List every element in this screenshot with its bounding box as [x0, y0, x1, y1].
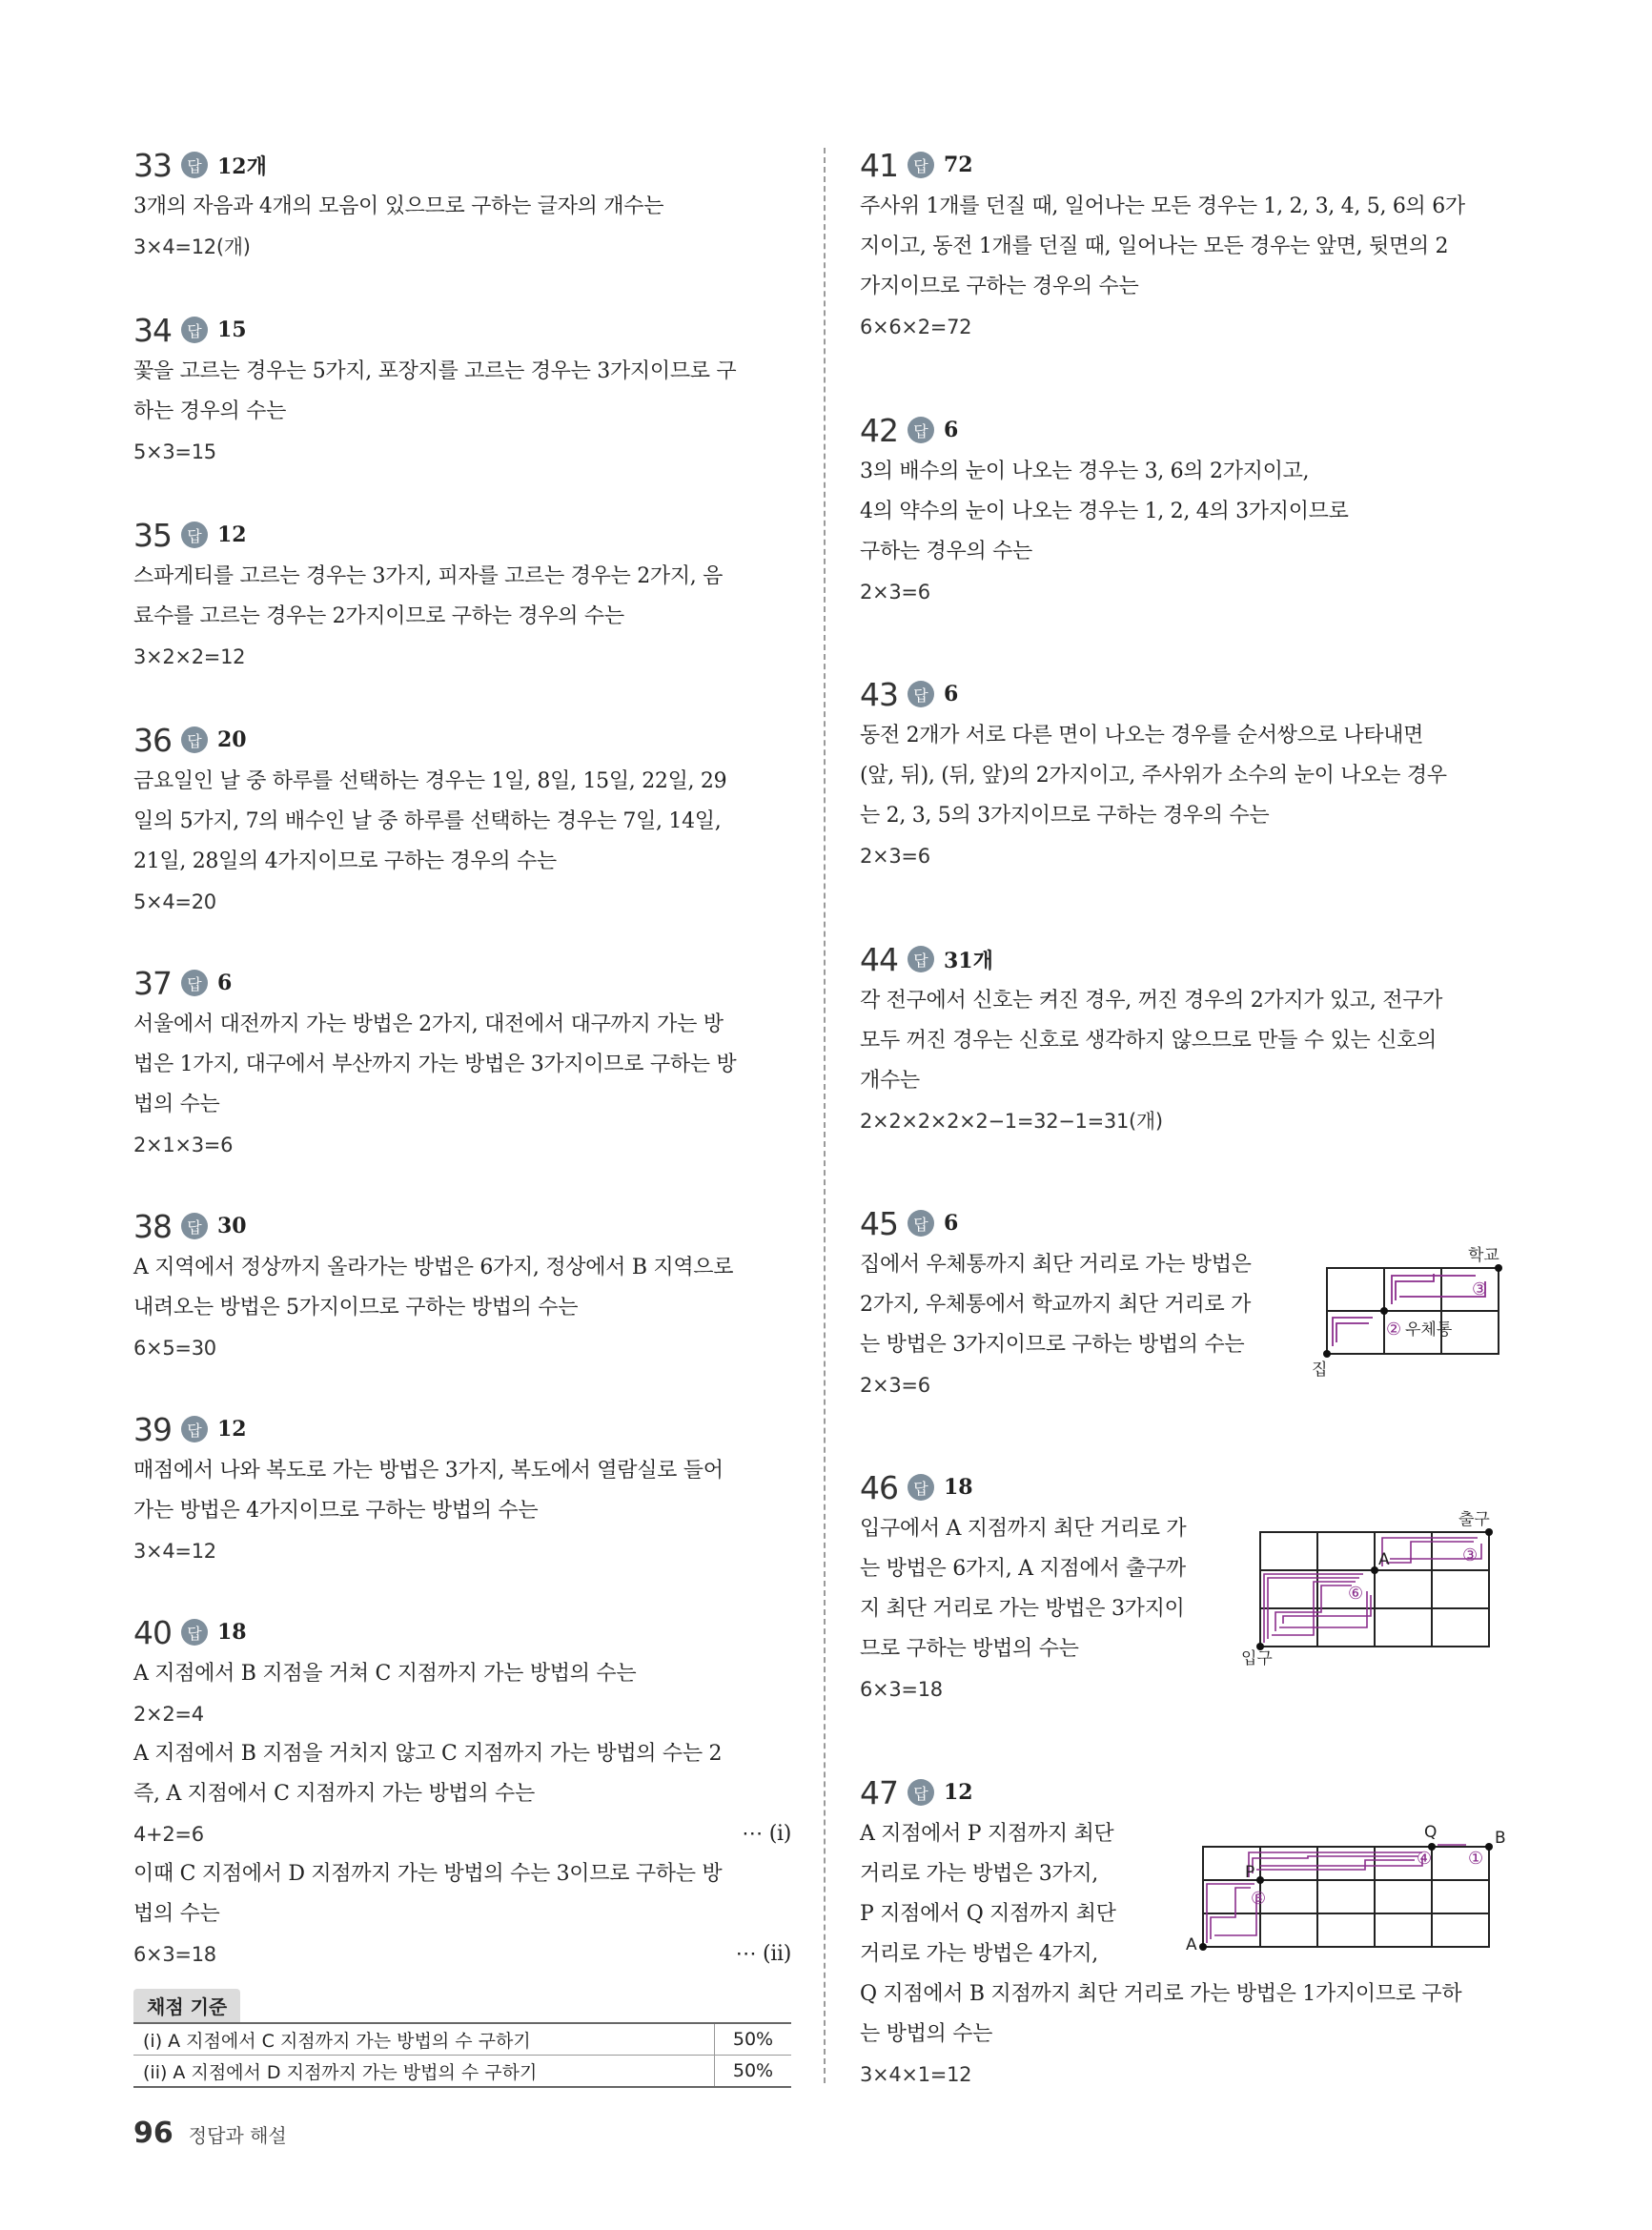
- equation: 2×3=6: [860, 581, 930, 604]
- answer-value: 6: [944, 1211, 959, 1236]
- count-label: ③: [1462, 1545, 1479, 1565]
- answer-value: 18: [944, 1475, 973, 1500]
- answer-badge: 답: [908, 946, 934, 972]
- node-dot: [1495, 1264, 1502, 1272]
- text-line: P 지점에서 Q 지점까지 최단: [860, 1902, 1116, 1926]
- equation: 4+2=6: [133, 1823, 204, 1846]
- problem-38: [133, 1204, 791, 1368]
- problem-41: [860, 143, 1518, 347]
- step-marker: ⋯ (i): [742, 1822, 791, 1846]
- problem-35: [133, 513, 791, 677]
- text-line: 내려오는 방법은 5가지이므로 구하는 방법의 수는: [133, 1296, 579, 1320]
- table-row: [133, 2023, 791, 2056]
- text-line: 는 2, 3, 5의 3가지이므로 구하는 경우의 수는: [860, 804, 1270, 828]
- equation: 6×5=30: [133, 1337, 216, 1360]
- criterion-label: (ii) A 지점에서 D 지점까지 가는 방법의 수 구하기: [133, 2056, 715, 2088]
- text-line: A 지점에서 B 지점을 거쳐 C 지점까지 가는 방법의 수는: [133, 1662, 637, 1686]
- answer-value: 20: [217, 727, 247, 752]
- node-dot: [1323, 1350, 1331, 1358]
- text-line: 구하는 경우의 수는: [860, 540, 1033, 563]
- equation: 5×4=20: [133, 890, 216, 913]
- text-line: 4의 약수의 눈이 나오는 경우는 1, 2, 4의 3가지이므로: [860, 500, 1349, 523]
- label-q: Q: [1424, 1823, 1438, 1842]
- problem-number: 38: [133, 1207, 172, 1245]
- text-line: 개수는: [860, 1069, 920, 1093]
- page-footer: [133, 2117, 287, 2150]
- label-mid: 우체통: [1405, 1320, 1453, 1340]
- answer-badge: 답: [181, 522, 208, 548]
- grading-criteria: [133, 1989, 791, 2088]
- page-number: 96: [133, 2117, 173, 2150]
- problem-number: 46: [860, 1468, 898, 1506]
- problem-number: 34: [133, 311, 172, 349]
- text-line: 동전 2개가 서로 다른 면이 나오는 경우를 순서쌍으로 나타내면: [860, 724, 1424, 747]
- equation: 5×3=15: [133, 440, 216, 463]
- text-line: 금요일인 날 중 하루를 선택하는 경우는 1일, 8일, 15일, 22일, 29: [133, 769, 727, 793]
- answer-value: 6: [944, 418, 959, 442]
- problem-39: [133, 1407, 791, 1571]
- equation: 6×3=18: [133, 1943, 216, 1966]
- text-line: 거리로 가는 방법은 3가지,: [860, 1862, 1098, 1886]
- text-line: 하는 경우의 수는: [133, 399, 287, 423]
- answer-badge: 답: [908, 152, 934, 178]
- problem-37: [133, 961, 791, 1165]
- text-line: 스파게티를 고르는 경우는 3가지, 피자를 고르는 경우는 2가지, 음: [133, 564, 724, 588]
- problem-43: [860, 672, 1518, 876]
- count-label: ①: [1468, 1849, 1484, 1869]
- text-line: 2가지, 우체통에서 학교까지 최단 거리로 가: [860, 1293, 1252, 1317]
- problem-47: [860, 1770, 1518, 2095]
- label-p: P: [1245, 1863, 1255, 1882]
- answer-value: 15: [217, 317, 247, 342]
- text-line: 지 최단 거리로 가는 방법은 3가지이: [860, 1597, 1185, 1621]
- grading-table: [133, 2022, 791, 2088]
- node-dot: [1371, 1566, 1378, 1574]
- text-line: (앞, 뒤), (뒤, 앞)의 2가지이고, 주사위가 소수의 눈이 나오는 경우: [860, 764, 1447, 788]
- text-line: 법의 수는: [133, 1902, 220, 1926]
- equation-row: [133, 1814, 791, 1854]
- text-line: A 지점에서 B 지점을 거치지 않고 C 지점까지 가는 방법의 수는 2: [133, 1742, 723, 1766]
- answer-value: 6: [217, 971, 233, 995]
- text-line: 법은 1가지, 대구에서 부산까지 가는 방법은 3가지이므로 구하는 방: [133, 1053, 737, 1076]
- criterion-percent: 50%: [715, 2023, 792, 2056]
- equation: 3×4=12(개): [133, 235, 251, 258]
- criterion-percent: 50%: [715, 2056, 792, 2088]
- problem-number: 41: [860, 146, 898, 184]
- text-line: 매점에서 나와 복도로 가는 방법은 3가지, 복도에서 열람실로 들어: [133, 1459, 724, 1483]
- text-line: 는 방법의 수는: [860, 2022, 993, 2046]
- step-marker: ⋯ (ii): [735, 1942, 791, 1966]
- text-line: 모두 꺼진 경우는 신호로 생각하지 않으므로 만들 수 있는 신호의: [860, 1029, 1437, 1053]
- answer-badge: 답: [908, 1474, 934, 1501]
- text-line: 3개의 자음과 4개의 모음이 있으므로 구하는 글자의 개수는: [133, 194, 664, 218]
- problem-number: 40: [133, 1613, 172, 1651]
- problem-34: [133, 308, 791, 472]
- answer-value: 6: [944, 682, 959, 706]
- grid-diagram-46: [1241, 1504, 1518, 1666]
- node-dot: [1485, 1843, 1493, 1851]
- answer-badge: 답: [908, 681, 934, 707]
- equation: 2×3=6: [860, 845, 930, 868]
- node-dot: [1380, 1307, 1388, 1315]
- label-b: B: [1495, 1829, 1506, 1848]
- text-line: 각 전구에서 신호는 켜진 경우, 꺼진 경우의 2가지가 있고, 전구가: [860, 989, 1443, 1013]
- problem-42: [860, 408, 1518, 612]
- text-line: A 지역에서 정상까지 올라가는 방법은 6가지, 정상에서 B 지역으로: [133, 1256, 734, 1279]
- text-line: 이때 C 지점에서 D 지점까지 가는 방법의 수는 3이므로 구하는 방: [133, 1862, 723, 1886]
- footer-label: 정답과 해설: [188, 2124, 287, 2147]
- text-line: 입구에서 A 지점까지 최단 거리로 가: [860, 1517, 1187, 1541]
- text-line: 일의 5가지, 7의 배수인 날 중 하루를 선택하는 경우는 7일, 14일,: [133, 809, 722, 833]
- answer-badge: 답: [908, 1779, 934, 1806]
- problem-number: 33: [133, 146, 172, 184]
- answer-value: 12: [217, 522, 247, 547]
- count-label: ③: [1251, 1889, 1267, 1909]
- equation: 6×6×2=72: [860, 316, 972, 338]
- equation: 3×4=12: [133, 1540, 216, 1563]
- text-line: 3의 배수의 눈이 나오는 경우는 3, 6의 2가지이고,: [860, 460, 1310, 483]
- label-start: 집: [1312, 1361, 1328, 1380]
- text-line: 므로 구하는 방법의 수는: [860, 1637, 1079, 1661]
- problem-36: [133, 718, 791, 922]
- text-line: 꽃을 고르는 경우는 5가지, 포장지를 고르는 경우는 3가지이므로 구: [133, 359, 737, 383]
- label-start: 입구: [1241, 1649, 1273, 1666]
- answer-value: 31개: [944, 948, 993, 973]
- equation: 3×4×1=12: [860, 2063, 972, 2086]
- answer-badge: 답: [181, 726, 208, 753]
- problem-number: 39: [133, 1410, 172, 1448]
- grid-diagram-45: [1308, 1239, 1518, 1382]
- column-divider: [824, 148, 826, 2083]
- text-line: 는 방법은 3가지이므로 구하는 방법의 수는: [860, 1333, 1245, 1357]
- node-dot: [1256, 1876, 1264, 1884]
- grading-title: 채점 기준: [133, 1989, 240, 2022]
- problem-number: 43: [860, 675, 898, 713]
- text-line: 21일, 28일의 4가지이므로 구하는 경우의 수는: [133, 849, 557, 873]
- count-label: ④: [1417, 1849, 1433, 1869]
- answer-badge: 답: [908, 417, 934, 443]
- problem-number: 44: [860, 940, 898, 978]
- problem-number: 42: [860, 411, 898, 449]
- answer-value: 72: [944, 153, 973, 177]
- problem-40: [133, 1610, 791, 1974]
- answer-badge: 답: [181, 970, 208, 996]
- problem-number: 47: [860, 1773, 898, 1811]
- answer-badge: 답: [181, 317, 208, 343]
- criterion-label: (i) A 지점에서 C 지점까지 가는 방법의 수 구하기: [133, 2023, 715, 2056]
- count-label: ②: [1386, 1320, 1402, 1340]
- problem-44: [860, 937, 1518, 1141]
- text-line: 료수를 고르는 경우는 2가지이므로 구하는 경우의 수는: [133, 604, 624, 628]
- answer-value: 12개: [217, 153, 267, 179]
- equation: 2×1×3=6: [133, 1134, 234, 1156]
- equation-row: [133, 1934, 791, 1974]
- label-end: 출구: [1458, 1510, 1490, 1529]
- answer-badge: 답: [181, 1213, 208, 1239]
- answer-value: 30: [217, 1214, 247, 1238]
- text-line: 는 방법은 6가지, A 지점에서 출구까: [860, 1557, 1186, 1581]
- label-a: A: [1186, 1935, 1197, 1952]
- answer-badge: 답: [181, 152, 208, 178]
- label-end: 학교: [1468, 1246, 1499, 1265]
- problem-45: [860, 1201, 1518, 1405]
- text-line: 거리로 가는 방법은 4가지,: [860, 1942, 1098, 1966]
- table-row: [133, 2056, 791, 2088]
- text-line: 즉, A 지점에서 C 지점까지 가는 방법의 수는: [133, 1782, 535, 1806]
- answer-value: 12: [217, 1417, 247, 1442]
- problem-33: [133, 143, 791, 267]
- equation: 2×3=6: [860, 1374, 930, 1397]
- answer-value: 12: [944, 1780, 973, 1805]
- problem-number: 36: [133, 721, 172, 759]
- text-line: 주사위 1개를 던질 때, 일어나는 모든 경우는 1, 2, 3, 4, 5, 6의 6가: [860, 194, 1465, 218]
- equation: 3×2×2=12: [133, 645, 246, 668]
- answer-badge: 답: [181, 1416, 208, 1442]
- count-label: ③: [1472, 1279, 1488, 1299]
- problem-46: [860, 1465, 1518, 1709]
- text-line: 가지이므로 구하는 경우의 수는: [860, 275, 1139, 298]
- grid-diagram-47: [1174, 1809, 1518, 1952]
- problem-number: 37: [133, 964, 172, 1002]
- text-line: A 지점에서 P 지점까지 최단: [860, 1822, 1114, 1846]
- label-mid: A: [1378, 1550, 1390, 1569]
- text-line: Q 지점에서 B 지점까지 최단 거리로 가는 방법은 1가지이므로 구하: [860, 1982, 1462, 2006]
- answer-badge: 답: [908, 1210, 934, 1237]
- answer-value: 18: [217, 1620, 247, 1645]
- text-line: 집에서 우체통까지 최단 거리로 가는 방법은: [860, 1253, 1252, 1277]
- equation: 6×3=18: [860, 1678, 943, 1701]
- problem-number: 45: [860, 1204, 898, 1242]
- text-line: 법의 수는: [133, 1093, 220, 1116]
- problem-number: 35: [133, 516, 172, 554]
- node-dot: [1199, 1943, 1207, 1951]
- count-label: ⑥: [1348, 1584, 1364, 1604]
- answer-badge: 답: [181, 1619, 208, 1646]
- node-dot: [1485, 1528, 1493, 1536]
- equation: 2×2×2×2×2−1=32−1=31(개): [860, 1110, 1163, 1133]
- text-line: 서울에서 대전까지 가는 방법은 2가지, 대전에서 대구까지 가는 방: [133, 1013, 724, 1036]
- text-line: 지이고, 동전 1개를 던질 때, 일어나는 모든 경우는 앞면, 뒷면의 2: [860, 235, 1449, 258]
- text-line: 가는 방법은 4가지이므로 구하는 방법의 수는: [133, 1499, 539, 1523]
- equation: 2×2=4: [133, 1703, 204, 1726]
